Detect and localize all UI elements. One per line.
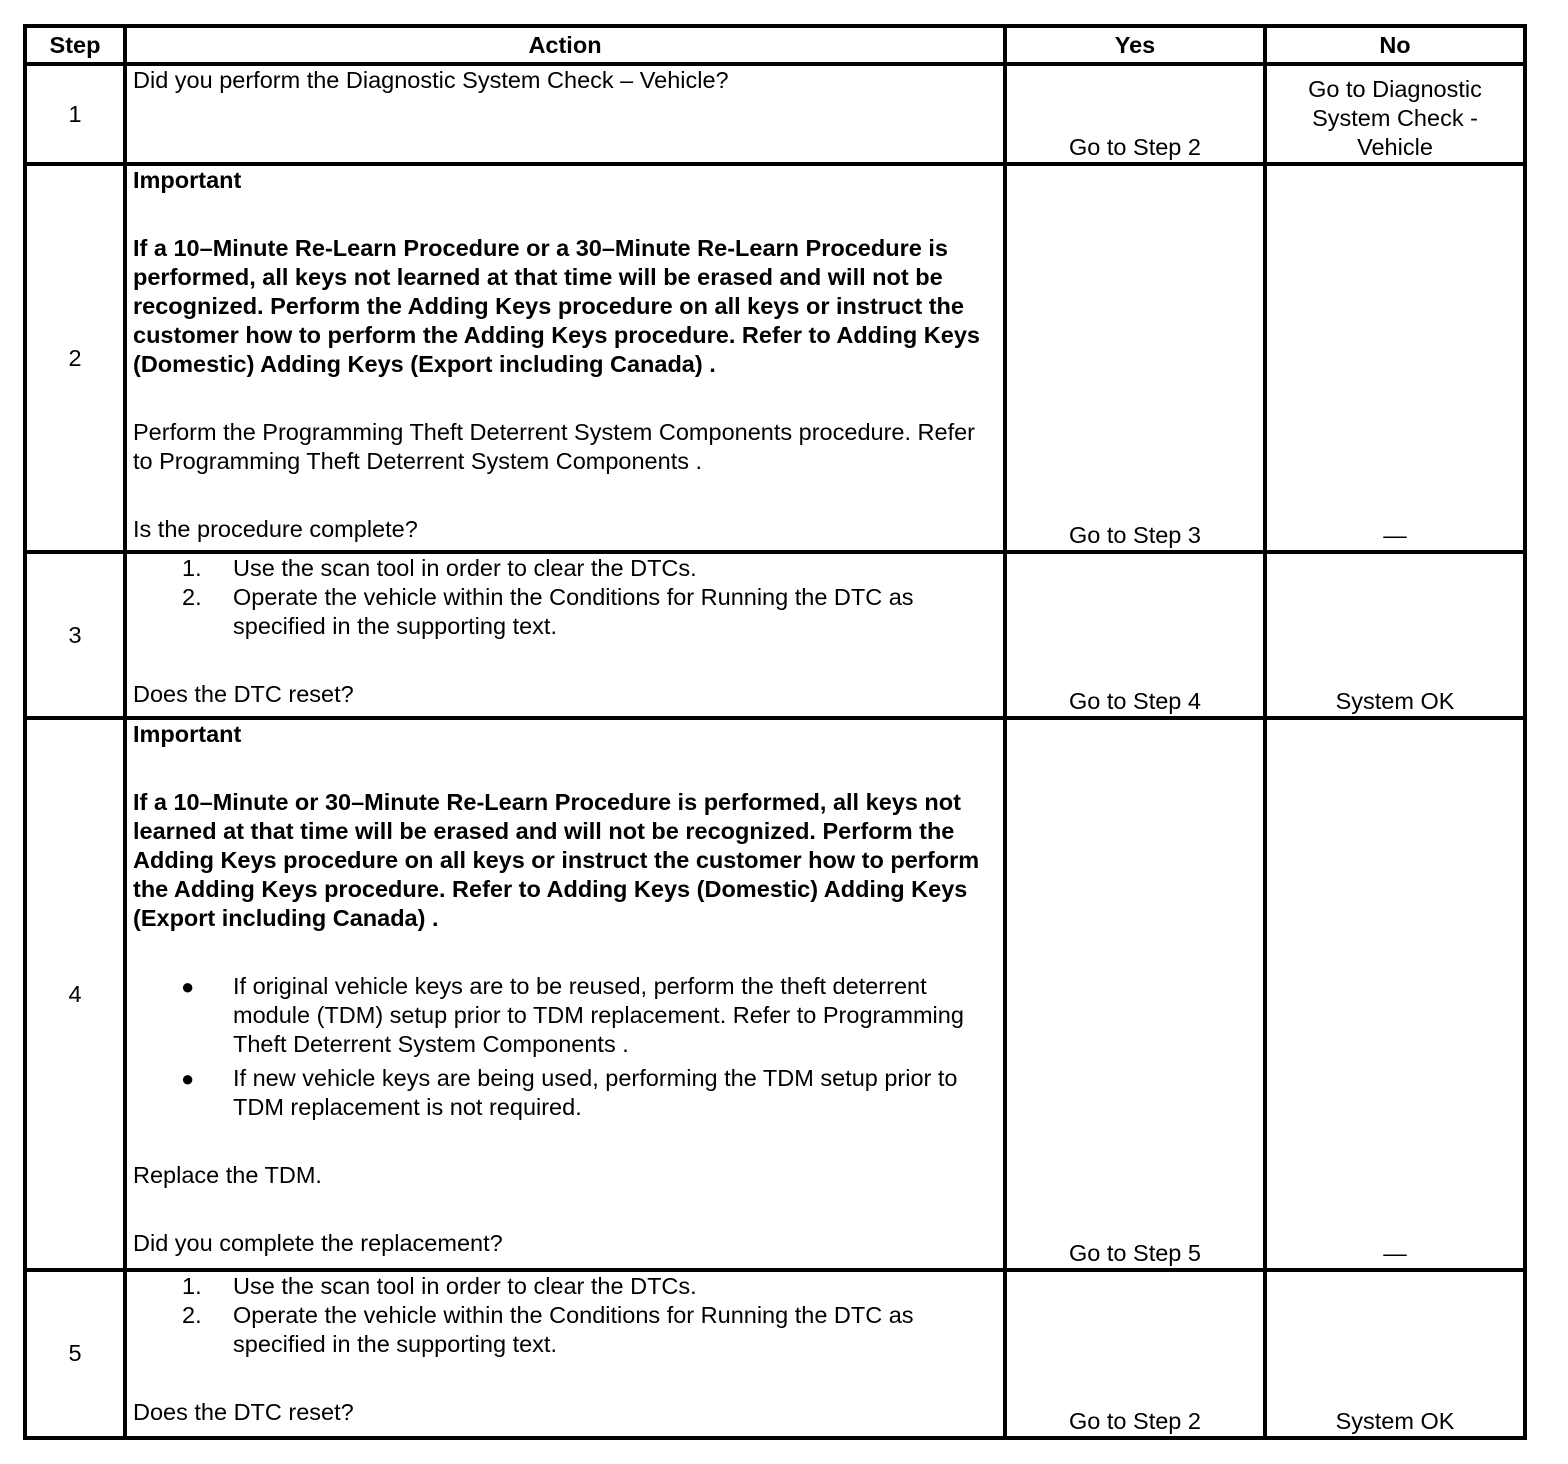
header-step: Step	[25, 26, 125, 64]
table-row-step-5	[25, 1270, 1525, 1438]
action-question: Did you complete the replacement?	[133, 1230, 503, 1257]
step-number: 1	[25, 64, 125, 164]
action-question: Does the DTC reset?	[133, 1398, 354, 1425]
step-number: 3	[25, 552, 125, 718]
yes-cell: Go to Step 4	[1005, 552, 1265, 718]
numbered-list	[133, 554, 997, 641]
list-item: 2. Operate the vehicle within the Conditions for Running the DTC as specified in the supporting text.	[182, 1301, 914, 1357]
step-number: 2	[25, 164, 125, 552]
bullet-list	[133, 972, 997, 1122]
header-action: Action	[125, 26, 1005, 64]
list-number: 2.	[182, 584, 202, 611]
numbered-list	[133, 1272, 997, 1359]
step-number: 4	[25, 718, 125, 1269]
yes-cell: Go to Step 5	[1005, 718, 1265, 1269]
table-row-step-4	[25, 718, 1525, 1269]
important-label: Important	[133, 721, 242, 748]
header-no: No	[1265, 26, 1525, 64]
bullet-icon: ●	[181, 974, 195, 1000]
action-cell	[125, 64, 1005, 164]
action-cell	[125, 552, 1005, 718]
action-question: Is the procedure complete?	[133, 516, 418, 543]
bullet-icon: ●	[181, 1066, 195, 1092]
action-instruction: Replace the TDM.	[133, 1162, 322, 1189]
list-number: 1.	[182, 1272, 202, 1299]
list-item: ● If new vehicle keys are being used, performing the TDM setup prior to TDM replacement is not required.	[181, 1065, 958, 1121]
action-cell	[125, 718, 1005, 1269]
no-cell: —	[1265, 718, 1525, 1269]
header-yes: Yes	[1005, 26, 1265, 64]
header-row	[25, 26, 1525, 64]
action-cell	[125, 164, 1005, 552]
no-cell: System OK	[1265, 552, 1525, 718]
action-instruction: Perform the Programming Theft Deterrent System Components procedure. Refer to Programming Theft Deterrent System Components .	[133, 419, 976, 475]
yes-cell: Go to Step 2	[1005, 64, 1265, 164]
diagnostic-table	[23, 24, 1527, 1440]
list-item: 1. Use the scan tool in order to clear the DTCs.	[182, 555, 697, 582]
no-cell: Go to Diagnostic System Check - Vehicle	[1265, 64, 1525, 164]
action-cell	[125, 1270, 1005, 1438]
table-row-step-1	[25, 64, 1525, 164]
table-row-step-2	[25, 164, 1525, 552]
list-number: 2.	[182, 1301, 202, 1328]
no-cell: —	[1265, 164, 1525, 552]
important-note: If a 10–Minute or 30–Minute Re-Learn Procedure is performed, all keys not learned at that time will be erased and will not be recognized. Perform the Adding Keys procedure on all keys or instruct the customer how to perform the Adding Keys procedure. Refer to Adding Keys (Domestic) Adding Keys (Export including Canada) .	[133, 789, 980, 932]
important-label: Important	[133, 167, 242, 194]
important-note: If a 10–Minute Re-Learn Procedure or a 30–Minute Re-Learn Procedure is performed, all keys not learned at that time will be erased and will not be recognized. Perform the Adding Keys procedure on all keys or instruct the customer how to perform the Adding Keys procedure. Refer to Adding Keys (Domestic) Adding Keys (Export including Canada) .	[133, 235, 980, 378]
yes-cell: Go to Step 2	[1005, 1270, 1265, 1438]
list-item: 2. Operate the vehicle within the Conditions for Running the DTC as specified in the supporting text.	[182, 584, 914, 640]
list-item: 1. Use the scan tool in order to clear the DTCs.	[182, 1272, 697, 1299]
list-item: ● If original vehicle keys are to be reused, perform the theft deterrent module (TDM) setup prior to TDM replacement. Refer to Programming Theft Deterrent System Components .	[181, 973, 964, 1058]
list-number: 1.	[182, 555, 202, 582]
no-cell: System OK	[1265, 1270, 1525, 1438]
step-number: 5	[25, 1270, 125, 1438]
table-row-step-3	[25, 552, 1525, 718]
action-question: Does the DTC reset?	[133, 681, 354, 708]
action-question: Did you perform the Diagnostic System Check – Vehicle?	[133, 67, 729, 93]
yes-cell: Go to Step 3	[1005, 164, 1265, 552]
